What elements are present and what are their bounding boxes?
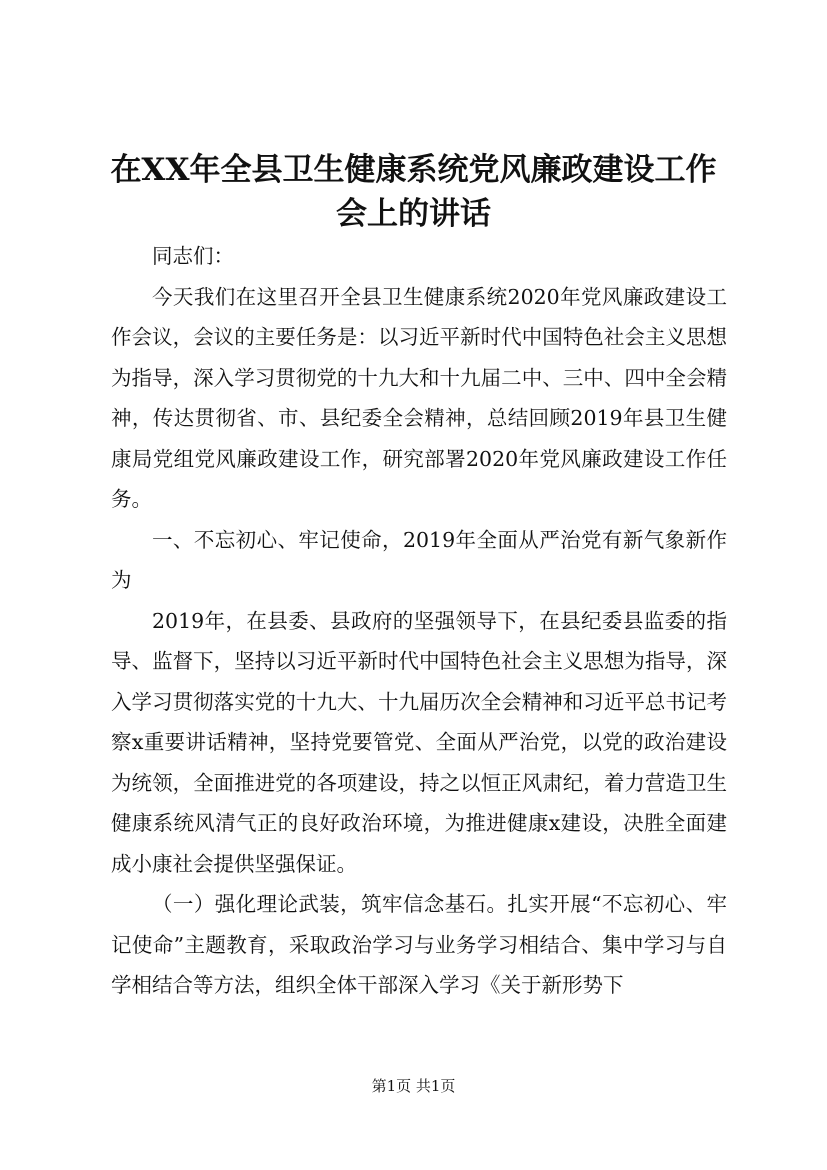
body-paragraph: 今天我们在这里召开全县卫生健康系统2020年党风廉政建设工作会议，会议的主要任务是：以习近平新时代中国特色社会主义思想为指导，深入学习贯彻党的十九大和十九届二中、三中、四中全会精神，传达贯彻省、市、县纪委全会精神，总结回顾2019年县卫生健康局党组党风廉政建设工作，研究部署2020年党风廉政建设工作任务。	[111, 284, 727, 511]
salutation-paragraph: 同志们：	[152, 244, 234, 268]
section-heading: 一、不忘初心、牢记使命，2019年全面从严治党有新气象新作为	[111, 527, 727, 592]
page-footer: 第1页 共1页	[371, 1077, 456, 1095]
document-body	[111, 236, 727, 1006]
body-paragraph: 2019年，在县委、县政府的坚强领导下，在县纪委县监委的指导、监督下，坚持以习近平新时代中国特色社会主义思想为指导，深入学习贯彻落实党的十九大、十九届历次全会精神和习近平总书记考察x重要讲话精神，坚持党要管党、全面从严治党，以党的政治建设为统领，全面推进党的各项建设，持之以恒正风肃纪，着力营造卫生健康系统风清气正的良好政治环境，为推进健康x建设，决胜全面建成小康社会提供坚强保证。	[111, 608, 727, 876]
subsection-paragraph: （一）强化理论武装，筑牢信念基石。扎实开展“不忘初心、牢记使命”主题教育，采取政治学习与业务学习相结合、集中学习与自学相结合等方法，组织全体干部深入学习《关于新形势下	[111, 892, 727, 997]
document-title: 在XX年全县卫生健康系统党风廉政建设工作会上的讲话	[110, 152, 717, 232]
